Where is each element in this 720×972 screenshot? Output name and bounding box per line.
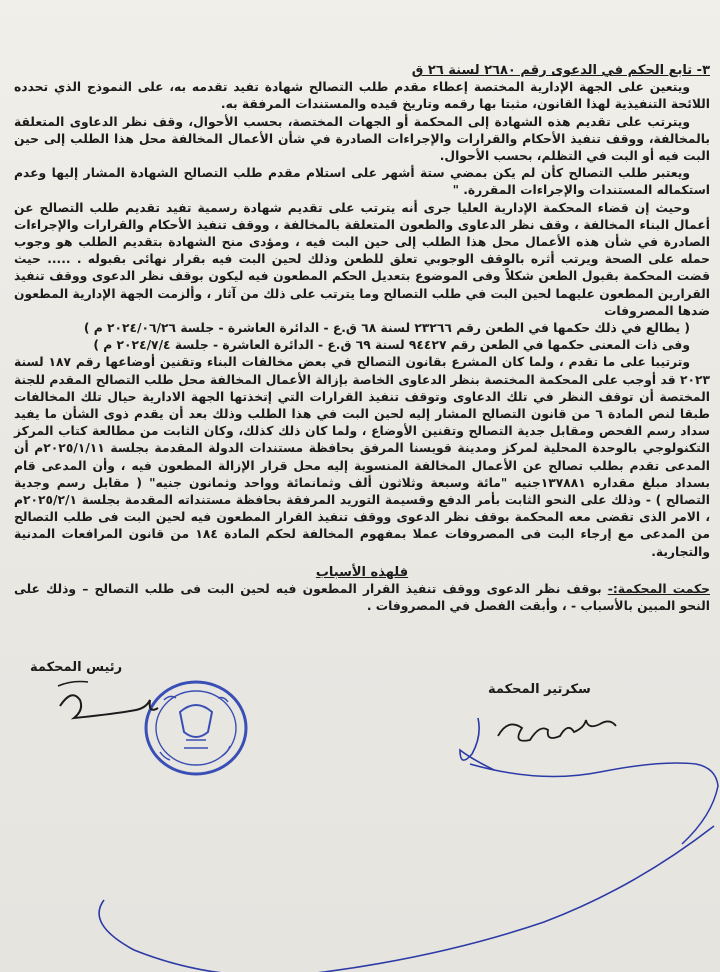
paragraph-3: ويعتبر طلب التصالح كأن لم يكن بمضي ستة أشهر على استلام مقدم طلب التصالح الشهادة المشار إليها وعدم استكماله المستندات والإجراءات المقررة. " (14, 166, 710, 198)
pen-loop-mark (99, 763, 718, 972)
secretary-signature-icon (460, 718, 616, 770)
court-seal-icon (146, 682, 246, 774)
paragraph-4: وحيث إن قضاء المحكمة الإدارية العليا جرى أنه يترتب على تقديم شهادة رسمية تفيد تقديم طلب التصالح عن أعمال البناء المخالفة ، وقف نظر الدعاوى والطعون المتعلقة بالمخالفة ، ووقف تنفيذ الأحكام والقرارات والإجراءات الصادرة في شأن هذه الأعمال محل هذا الطلب إلى حين البت فيه ، ومؤدى منح الشهادة بتقديم الطلب هو وجوب حمله على الصحة ويرتب أثره بالوقف الوجوبي تعلق للطعن وذلك لحين البت فيه بقرار نهائى بقبوله . ..... حيث قضت المحكمة بقبول الطعن شكلاً وفى الموضوع بتعديل الحكم المطعون فيه ليكون بوقف نظر الدعوى ووقف تنفيذ القرارين المطعون عليهما لحين البت في طلب التصالح وما يترتب على ذلك من آثار ، وألزمت الجهة الإدارية المطعون ضدها المصروفات (14, 200, 710, 318)
president-signature-icon (58, 682, 158, 719)
court-president-label: رئيس المحكمة (30, 660, 123, 675)
document-header-text: ٣- تابع الحكم في الدعوى رقم ٢٦٨٠ لسنة ٢٦ ق (411, 63, 710, 78)
citation-2: وفى ذات المعنى حكمها في الطعن رقم ٩٤٤٢٧ لسنة ٦٩ ق.ع - الدائرة العاشرة - جلسة ٢٠٢٤/٧/٤ م ) (93, 338, 690, 353)
paragraph-2: ويترتب على تقديم هذه الشهادة إلى المحكمة أو الجهات المختصة، بحسب الأحوال، وقف نظر الدعاوى المتعلقة بالمخالفة، ووقف تنفيذ الأحكام والقرارات والإجراءات الصادرة في شأن الأعمال المخالفة محل هذا الطلب إلى حين البت فيه أو البت في التظلم، بحسب الأحوال. (14, 114, 710, 164)
court-secretary-label: سكرتير المحكمة (488, 682, 591, 697)
ruling-text: بوقف نظر الدعوى ووقف تنفيذ القرار المطعون فيه لحين البت فى طلب التصالح – وذلك على النحو المبين بالأسباب - ، وأبقت الفصل في المصروفات . (14, 582, 710, 614)
paragraph-1: ويتعين على الجهة الإدارية المختصة إعطاء مقدم طلب التصالح شهادة تفيد تقدمه به، على النموذج الذي تحدده اللائحة التنفيذية لهذا القانون، مثبتا بها رقمه وتاريخ قيده والمستندات المرفقة به. (14, 80, 710, 112)
citation-1: ( يطالع في ذلك حكمها في الطعن رقم ٢٣٢٦٦ لسنة ٦٨ ق.ع - الدائرة العاشرة - جلسة ٢٠٢٤/٠٦/٢٦ م ) (83, 321, 690, 336)
ruling-label: حكمت المحكمة:- (607, 582, 710, 597)
causes-title: فلهذه الأسباب (315, 564, 409, 580)
paragraph-5: وترتيبا على ما تقدم ، ولما كان المشرع بقانون التصالح في بعض مخالفات البناء وتقنين أوضاعها رقم ١٨٧ لسنة ٢٠٢٣ قد أوجب على المحكمة المختصة بنظر الدعاوى الخاصة بإزالة الأعمال المخالفة محل طلب التصالح المقدم للجنة المختصة أن توقف النظر في تلك الدعاوى وتوقف تنفيذ القرارات التي إتخذتها الجهة الادارية حيال تلك المخالفات طبقا لنص المادة ٦ من قانون التصالح المشار إليه لحين البت في هذا الطلب وذلك بعد أن يقدم ذوى الشأن ما يفيد سداد رسم الفحص ومقابل جدية التصالح وتقنين الأوضاع ، ولما كان ذلك كذلك، وكان الثابت من مطالعة كتاب المركز التكنولوجي بالوحدة المحلية لمركز ومدينة قويسنا المرفق بحافظة مستندات الدولة المقدمة بجلسة ٢٠٢٥/١/١١م أن المدعى تقدم بطلب تصالح عن الأعمال المخالفة المنسوبة إليه محل قرار الإزالة المطعون فيه ، وأن المدعى قام بسداد مبلغ مقداره ١٣٧٨٨١جنيه "مائة وسبعة وثلاثون ألف وثمانمائة وواحد وثمانون جنيه" ( مقابل رسم وجدية التصالح ) - وذلك على النحو الثابت بأمر الدفع وقسيمة التوريد المرفقة بحافظة مستنداته المقدمة بجلسة ٢٠٢٥/٢/١م ، الامر الذى تقضى معه المحكمة بوقف نظر الدعوى ووقف تنفيذ القرار المطعون فيه لحين البت فى طلب التصالح من المدعى مع إرجاء البت فى المصروفات عملا بمفهوم المخالفة لحكم المادة ١٨٤ من قانون المرافعات المدنية والتجارية. (14, 355, 711, 559)
